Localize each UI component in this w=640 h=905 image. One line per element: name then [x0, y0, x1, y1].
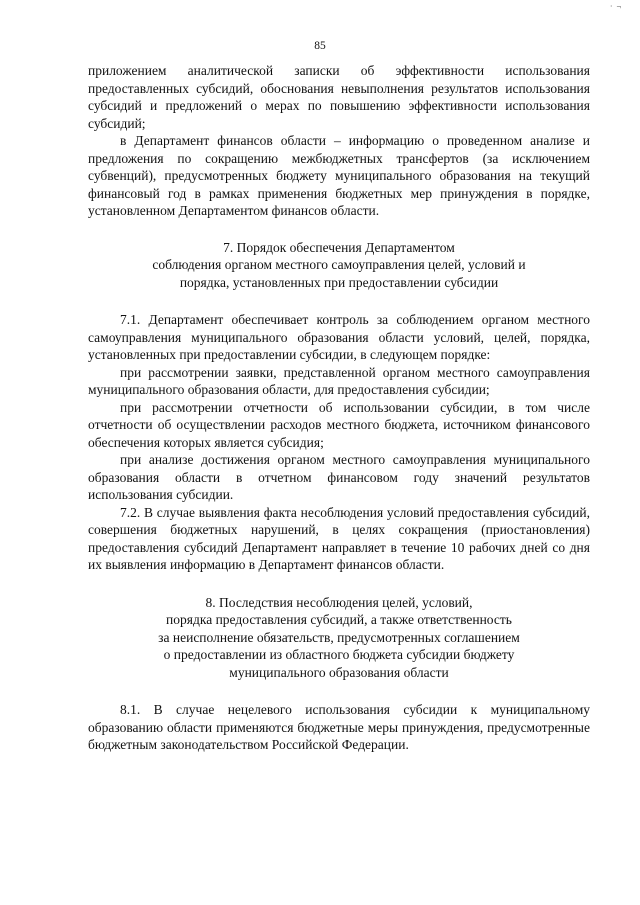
paragraph-7-1: 7.1. Департамент обеспечивает контроль за соблюдением органом местного самоуправления муниципального образования области условий, целей, порядка, установленных при предоставлении субсидии, в следующем порядке:: [88, 312, 590, 362]
paragraph-7-1-item: при рассмотрении заявки, представленной органом местного самоуправления муниципального образования области, для предоставления субсидии;: [88, 364, 590, 397]
paragraph-continuation: приложением аналитической записки об эффективности использования предоставленных субсидий, обоснования невыполнения результатов использования субсидий и предложений о мерах по повышению эффективности использования субсидий;: [88, 63, 590, 131]
paragraph-7-2: 7.2. В случае выявления факта несоблюдения условий предоставления субсидий, совершения бюджетных нарушений, в целях сокращения (приостановления) предоставления субсидий Департамент направляет в течение 10 рабочих дней со дня их выявления информацию в Департамент финансов области.: [88, 504, 590, 572]
section-8-heading-line: за неисполнение обязательств, предусмотренных соглашением: [158, 629, 520, 645]
section-7-heading: [88, 239, 590, 292]
document-body: [88, 62, 590, 754]
corner-mark: · ¬: [609, 2, 622, 11]
section-8-heading-line: о предоставлении из областного бюджета субсидии бюджету: [163, 647, 515, 662]
paragraph-7-1-item: при рассмотрении отчетности об использовании субсидии, в том числе отчетности об осуществлении расходов местного бюджета, источником финансового обеспечения которых является субсидия;: [88, 399, 590, 450]
paragraph-8-1: 8.1. В случае нецелевого использования субсидии к муниципальному образованию области применяются бюджетные меры принуждения, предусмотренные бюджетным законодательством Российской Федерации.: [88, 702, 590, 752]
section-8-heading-line: порядка предоставления субсидий, а также ответственность: [166, 612, 512, 627]
page-number: 85: [314, 40, 326, 52]
section-8-heading-line: муниципального образования области: [229, 664, 449, 680]
section-8-heading-line: 8. Последствия несоблюдения целей, условий,: [205, 594, 473, 610]
paragraph-7-1-item: при анализе достижения органом местного самоуправления муниципального образования области в отчетном финансовом году значений результатов использования субсидии.: [88, 452, 590, 502]
paragraph-finance-dept: в Департамент финансов области – информацию о проведенном анализе и предложения по сокращению межбюджетных трансфертов (за исключением субвенций), предусмотренных бюджету муниципального образования на текущий финансовый год в рамках применения бюджетных мер принуждения в порядке, установленном Департаментом финансов области.: [88, 133, 590, 218]
section-8-heading: [88, 594, 590, 682]
section-7-heading-line: 7. Порядок обеспечения Департаментом: [223, 239, 455, 255]
section-7-heading-line: соблюдения органом местного самоуправления целей, условий и: [152, 257, 526, 272]
section-7-heading-line: порядка, установленных при предоставлении субсидии: [179, 274, 499, 290]
